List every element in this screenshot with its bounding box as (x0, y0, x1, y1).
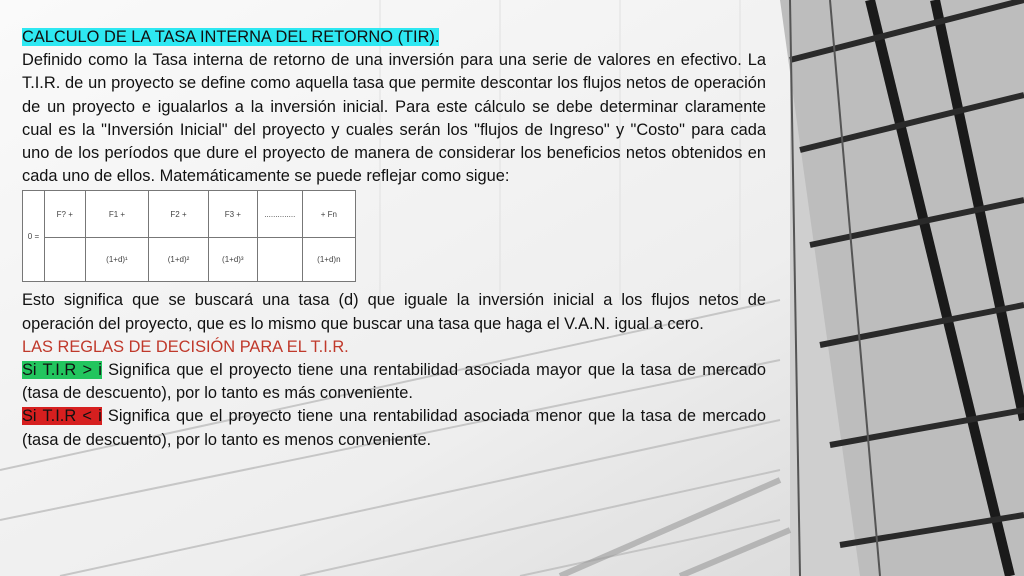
formula-numerator: .............. (257, 191, 302, 238)
formula-numerator: F1 + (85, 191, 149, 238)
rule-lower-label: Si T.I.R < i (22, 407, 102, 426)
formula-lhs: 0 = (23, 191, 45, 282)
formula-numerator: F? + (44, 191, 85, 238)
rule-higher-text: Significa que el proyecto tiene una rentabilidad asociada mayor que la tasa de mercado (tasa de descuento), por lo tanto es más conveniente. (22, 361, 766, 403)
rule-lower-text: Significa que el proyecto tiene una rentabilidad asociada menor que la tasa de mercado (tasa de descuento), por lo tanto es menos conveniente. (22, 407, 766, 449)
formula-denominator: (1+d)n (302, 238, 355, 282)
tir-formula (22, 190, 356, 282)
slide-content (22, 26, 766, 452)
intro-paragraph: Definido como la Tasa interna de retorno de una inversión para una serie de valores en efectivo. La T.I.R. de un proyecto se define como aquella tasa que permite descontar los flujos netos de operación de un proyecto e igualarlos a la inversión inicial. Para este cálculo se debe determinar claramente cual es la "Inversión Inicial" del proyecto y cuales serán los "flujos de Ingreso" y "Costo" para cada uno de los períodos que dure el proyecto de manera de considerar los beneficios netos obtenidos en cada uno de ellos. Matemáticamente se puede reflejar como sigue: (22, 51, 766, 186)
explanation-paragraph: Esto significa que se buscará una tasa (d) que iguale la inversión inicial a los flujos netos de operación del proyecto, que es lo mismo que buscar una tasa que haga el V.A.N. igual a cero. (22, 291, 766, 333)
formula-numerator: F3 + (208, 191, 257, 238)
title-line (22, 26, 766, 49)
formula-numerator: + Fn (302, 191, 355, 238)
formula-denominator: (1+d)² (149, 238, 209, 282)
rules-heading: LAS REGLAS DE DECISIÓN PARA EL T.I.R. (22, 337, 349, 356)
formula-denominator (257, 238, 302, 282)
rule-higher (22, 359, 766, 405)
formula-table (22, 190, 356, 282)
slide-title: CALCULO DE LA TASA INTERNA DEL RETORNO (TIR). (22, 28, 440, 46)
formula-denominator: (1+d)¹ (85, 238, 149, 282)
rule-lower (22, 405, 766, 451)
rule-higher-label: Si T.I.R > i (22, 361, 102, 380)
formula-numerator: F2 + (149, 191, 209, 238)
formula-denominator: (1+d)³ (208, 238, 257, 282)
formula-denominator (44, 238, 85, 282)
